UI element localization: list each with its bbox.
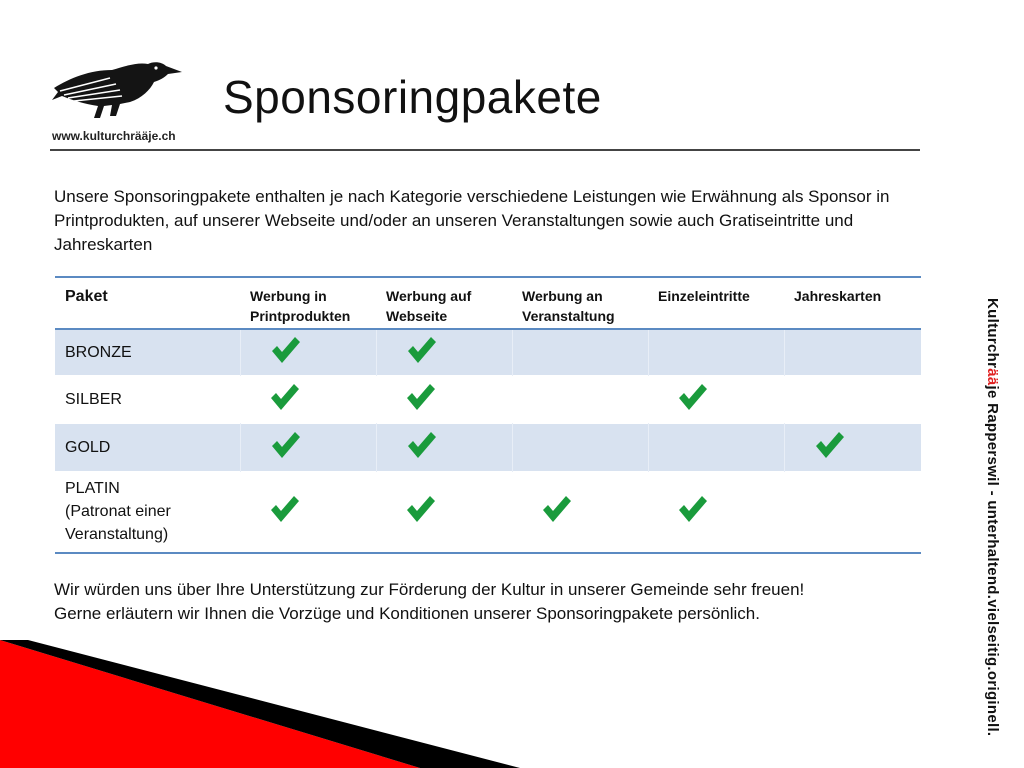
page-title: Sponsoringpakete (223, 71, 602, 123)
checkmark-icon (269, 334, 301, 366)
checkmark-icon (405, 429, 437, 461)
table-cell (648, 423, 784, 471)
package-name: SILBER (65, 390, 122, 408)
checkmark-icon (813, 429, 845, 461)
table-cell (376, 329, 512, 375)
outro-line-1: Wir würden uns über Ihre Unterstützung zur Förderung der Kultur in unserer Gemeinde sehr freuen! (54, 580, 805, 599)
sidebar-accent: ää (984, 368, 1001, 386)
package-name: PLATIN (Patronat einer Veranstaltung) (65, 480, 171, 544)
table-cell (376, 423, 512, 471)
table-row (55, 423, 921, 471)
website-url[interactable]: www.kulturchrääje.ch (52, 129, 176, 143)
sponsoring-table (55, 276, 921, 554)
intro-paragraph (54, 185, 904, 257)
raven-logo (50, 58, 186, 128)
checkmark-icon (676, 381, 708, 413)
outro-line-2: Gerne erläutern wir Ihnen die Vorzüge und Konditionen unserer Sponsoringpakete persönlich. (54, 604, 760, 623)
table-cell (240, 471, 376, 553)
header-print: Werbung in Printprodukten (250, 288, 351, 324)
checkmark-icon (268, 493, 300, 525)
table-cell (240, 423, 376, 471)
package-name: GOLD (65, 438, 111, 456)
corner-decoration (0, 640, 1024, 768)
checkmark-icon (269, 429, 301, 461)
table-row (55, 329, 921, 375)
table-cell (512, 375, 648, 423)
table-cell (648, 329, 784, 375)
table-row (55, 471, 921, 553)
checkmark-icon (676, 493, 708, 525)
table-cell (512, 329, 648, 375)
header-paket: Paket (65, 288, 108, 305)
header-webseite: Werbung auf Webseite (386, 288, 472, 324)
table-cell (240, 375, 376, 423)
checkmark-icon (405, 334, 437, 366)
table-cell (240, 329, 376, 375)
header-einzeleintritte: Einzeleintritte (658, 288, 750, 304)
table-cell (784, 471, 921, 553)
table-header-row (55, 277, 921, 329)
header-jahreskarten: Jahreskarten (794, 288, 882, 304)
checkmark-icon (540, 493, 572, 525)
table-cell (512, 423, 648, 471)
header-divider (50, 149, 920, 151)
checkmark-icon (404, 493, 436, 525)
header-veranstaltung: Werbung an Veranstaltung (522, 288, 615, 324)
table-cell (648, 471, 784, 553)
checkmark-icon (404, 381, 436, 413)
intro-text: Unsere Sponsoringpakete enthalten je nach Kategorie verschiedene Leistungen wie Erwähnung als Sponsor in Printprodukten, auf unserer Webseite und/oder an unseren Veranstaltungen sowie auch Gratiseintritte und Jahreskarten (54, 187, 890, 254)
outro-paragraph (54, 578, 934, 626)
package-name: BRONZE (65, 343, 132, 361)
sidebar-prefix: Kulturchr (984, 298, 1001, 369)
checkmark-icon (268, 381, 300, 413)
table-cell (784, 375, 921, 423)
table-row (55, 375, 921, 423)
table-cell (376, 375, 512, 423)
table-cell (512, 471, 648, 553)
table-cell (648, 375, 784, 423)
sidebar-suffix: je Rapperswil - unterhaltend.vielseitig.originell. (984, 385, 1001, 737)
table-cell (784, 329, 921, 375)
table-cell (784, 423, 921, 471)
table-cell (376, 471, 512, 553)
raven-icon (50, 58, 186, 128)
